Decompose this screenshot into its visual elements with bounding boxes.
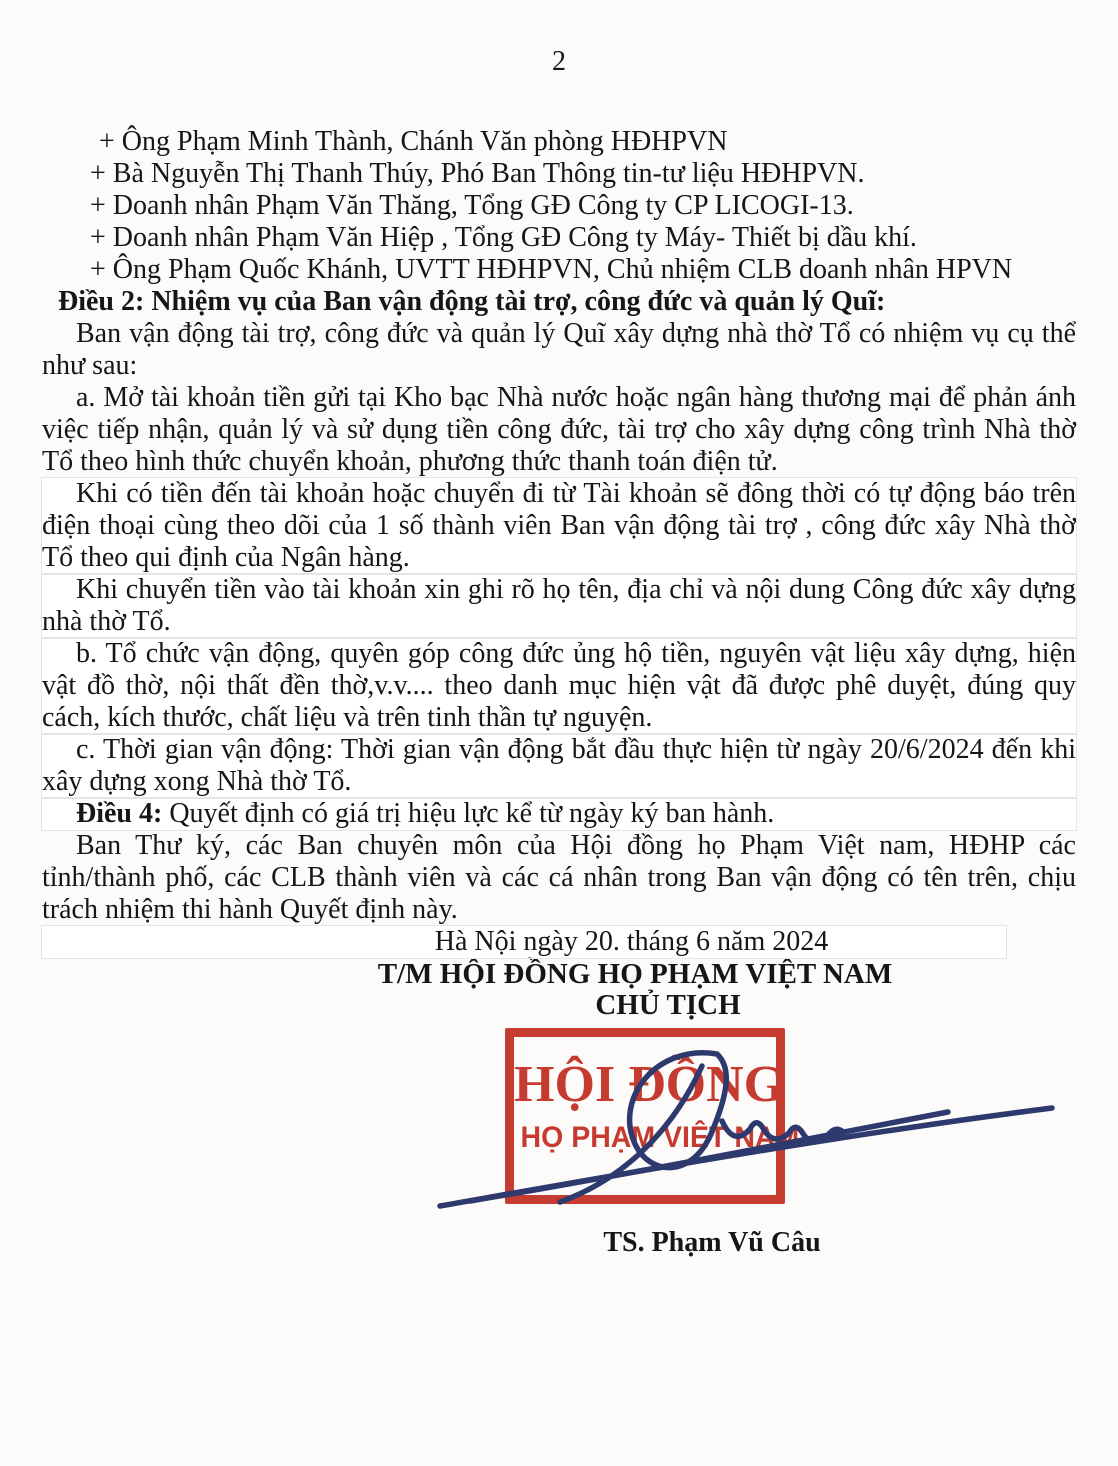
article-4-text: Quyết định có giá trị hiệu lực kể từ ngày ký ban hành. <box>162 798 775 829</box>
member-line-2: + Bà Nguyễn Thị Thanh Thúy, Phó Ban Thông tin-tư liệu HĐHPVN. <box>90 158 865 189</box>
article-2-heading: Điều 2: Nhiệm vụ của Ban vận động tài trợ, công đức và quản lý Quĩ: <box>58 286 886 317</box>
paragraph-c: c. Thời gian vận động: Thời gian vận động bắt đầu thực hiện từ ngày 20/6/2024 đến khi xây dựng xong Nhà thờ Tổ. <box>42 734 1076 797</box>
member-line-3: + Doanh nhân Phạm Văn Thăng, Tổng GĐ Công ty CP LICOGI-13. <box>90 190 854 221</box>
signature-zone <box>42 1026 1076 1218</box>
page-number: 2 <box>552 46 566 77</box>
signatory-name: TS. Phạm Vũ Câu <box>603 1227 821 1258</box>
date-line: Hà Nội ngày 20. tháng 6 năm 2024 <box>42 926 1006 958</box>
member-line-4: + Doanh nhân Phạm Văn Hiệp , Tổng GĐ Công ty Máy- Thiết bị dầu khí. <box>90 222 917 253</box>
tm-line: T/M HỘI ĐỒNG HỌ PHẠM VIỆT NAM <box>377 958 893 990</box>
member-line-1: + Ông Phạm Minh Thành, Chánh Văn phòng HĐHPVN <box>99 126 728 157</box>
article-4-label: Điều 4: <box>76 798 163 829</box>
paragraph-transfer-note: Khi chuyển tiền vào tài khoản xin ghi rõ họ tên, địa chỉ và nội dung Công đức xây dựng nhà thờ Tổ. <box>42 574 1076 637</box>
chairman-title: CHỦ TỊCH <box>595 989 741 1021</box>
paragraph-intro: Ban vận động tài trợ, công đức và quản lý Quĩ xây dựng nhà thờ Tổ có nhiệm vụ cụ thể như sau: <box>42 318 1076 381</box>
member-line-5: + Ông Phạm Quốc Khánh, UVTT HĐHPVN, Chủ nhiệm CLB doanh nhân HPVN <box>90 254 1013 285</box>
organization-stamp <box>505 1028 800 1204</box>
paragraph-a: a. Mở tài khoản tiền gửi tại Kho bạc Nhà nước hoặc ngân hàng thương mại để phản ánh việc tiếp nhận, quản lý và sử dụng tiền công đức, tài trợ cho xây dựng công trình Nhà thờ Tổ theo hình thức chuyển khoản, phương thức thanh toán điện tử. <box>42 382 1076 477</box>
paragraph-enforcement: Ban Thư ký, các Ban chuyên môn của Hội đồng họ Phạm Việt nam, HĐHP các tỉnh/thành phố, các CLB thành viên và các cá nhân trong Ban vận động có tên trên, chịu trách nhiệm thi hành Quyết định này. <box>42 830 1076 925</box>
member-list <box>42 126 1076 286</box>
stamp-line-2: HỌ PHẠM VIỆT NAM <box>520 1121 800 1154</box>
stamp-line-1: HỘI ĐỒNG <box>514 1056 785 1113</box>
paragraph-b: b. Tổ chức vận động, quyên góp công đức ủng hộ tiền, nguyên vật liệu xây dựng, hiện vật đồ thờ, nội thất đền thờ,v.v.... theo danh mục hiện vật đã được phê duyệt, đúng quy cách, kích thước, chất liệu và trên tinh thần tự nguyện. <box>42 638 1076 733</box>
article-4-line <box>42 798 1076 830</box>
paragraph-bank-notice: Khi có tiền đến tài khoản hoặc chuyển đi từ Tài khoản sẽ đông thời có tự động báo trên điện thoại cùng theo dõi của 1 số thành viên Ban vận động tài trợ , công đức xây Nhà thờ Tổ theo qui định của Ngân hàng. <box>42 478 1076 573</box>
